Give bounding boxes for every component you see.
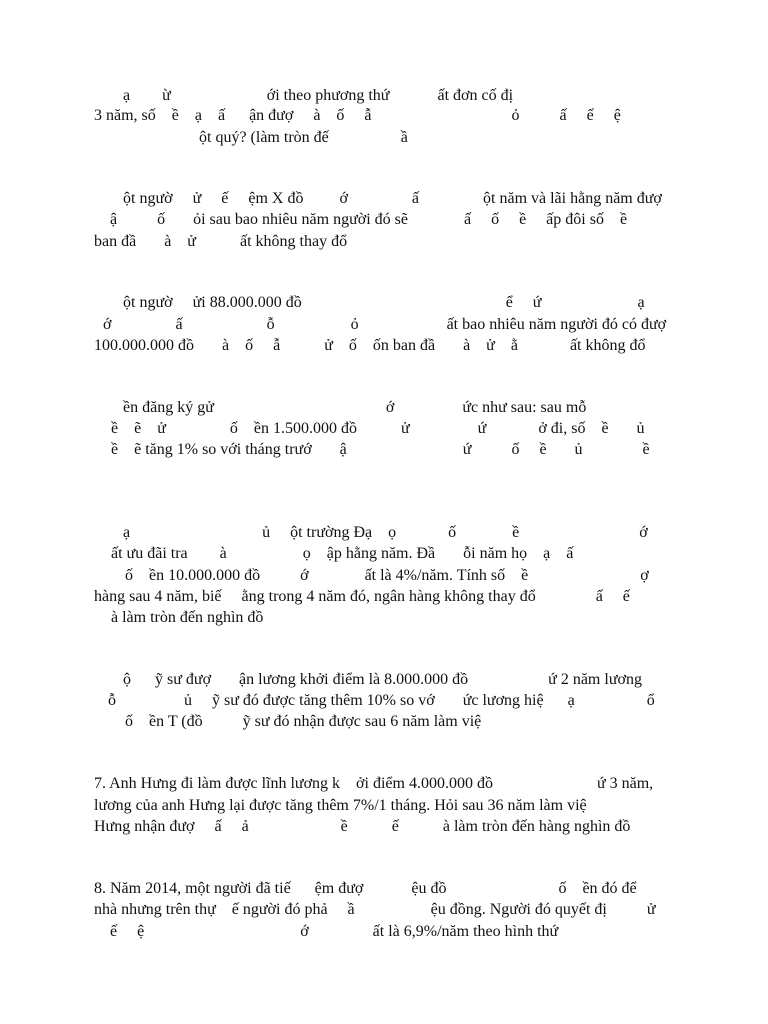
problem-5-line-2: ất ưu đãi tra à ọ ập hằng năm. Đầ ỗi năm họ ạ ấ: [111, 545, 574, 562]
problem-2-line-2: ậ ố ỏi sau bao nhiêu năm người đó sẽ ấ ố ề ấp đôi số ề: [110, 211, 628, 228]
problem-1-line-1: ạ ừ ới theo phương thứ ất đơn cố đị: [123, 87, 514, 104]
problem-4-line-3: ề ẽ tăng 1% so với tháng trướ ậ ứ ố ề ủ ề: [111, 441, 650, 458]
problem-8-line-1: 8. Năm 2014, một người đã tiế ệm đượ ệu đồ ố ền đó để: [94, 880, 637, 897]
problem-4-line-2: ề ẽ ử ố ền 1.500.000 đồ ử ứ ở đi, số ề ủ: [111, 420, 645, 437]
problem-2-line-1: ột ngườ ử ế ệm X đồ ớ ấ ột năm và lãi hằng năm đượ: [123, 190, 662, 207]
problem-3-line-2: ớ ấ ỗ ỏ ất bao nhiêu năm người đó có đượ: [103, 316, 667, 333]
problem-6-line-1: ộ ỹ sư đượ ận lương khởi điểm là 8.000.000 đồ ứ 2 năm lương: [123, 671, 642, 688]
problem-6-line-3: ố ền T (đồ ỹ sư đó nhận được sau 6 năm làm việ: [125, 713, 482, 730]
problem-1-line-3: ột quý? (làm tròn đế ầ: [199, 129, 408, 146]
problem-2-line-3: ban đầ à ử ất không thay đổ: [94, 233, 348, 250]
problem-7-line-1: 7. Anh Hưng đi làm được lĩnh lương k ởi điểm 4.000.000 đồ ứ 3 năm,: [94, 775, 654, 792]
problem-4-line-1: ền đăng ký gử ớ ức như sau: sau mỗ: [123, 399, 587, 416]
problem-3-line-1: ột ngườ ửi 88.000.000 đồ ể ứ ạ: [123, 294, 645, 311]
problem-6-line-2: ỗ ủ ỹ sư đó được tăng thêm 10% so vớ ức lương hiệ ạ ổ: [108, 692, 655, 709]
problem-5-line-1: ạ ủ ột trường Đạ ọ ố ề ớ: [123, 524, 648, 541]
problem-1-line-2: 3 năm, số ề ạ ấ ận đượ à ố ẫ ỏ ấ ế ệ: [94, 107, 621, 124]
problem-7-line-3: Hưng nhận đượ ấ ả ề ế à làm tròn đến hàng nghìn đồ: [94, 818, 631, 835]
problem-8-line-2: nhà nhưng trên thự ế người đó phả ầ ệu đồng. Người đó quyết đị ử: [94, 901, 656, 918]
problem-7-line-2: lương của anh Hưng lại được tăng thêm 7%/1 tháng. Hỏi sau 36 năm làm việ: [94, 797, 587, 814]
problem-3-line-3: 100.000.000 đồ à ố ẫ ử ố ốn ban đầ à ử ằ ất không đổ: [94, 337, 646, 354]
problem-5-line-4: hàng sau 4 năm, biế ằng trong 4 năm đó, ngân hàng không thay đổ ấ ế: [94, 588, 630, 605]
problem-5-line-5: à làm tròn đến nghìn đồ: [111, 609, 264, 626]
problem-8-line-3: ế ệ ớ ất là 6,9%/năm theo hình thứ: [110, 923, 559, 940]
problem-5-line-3: ố ền 10.000.000 đồ ớ ất là 4%/năm. Tính số ề ợ: [125, 567, 649, 584]
